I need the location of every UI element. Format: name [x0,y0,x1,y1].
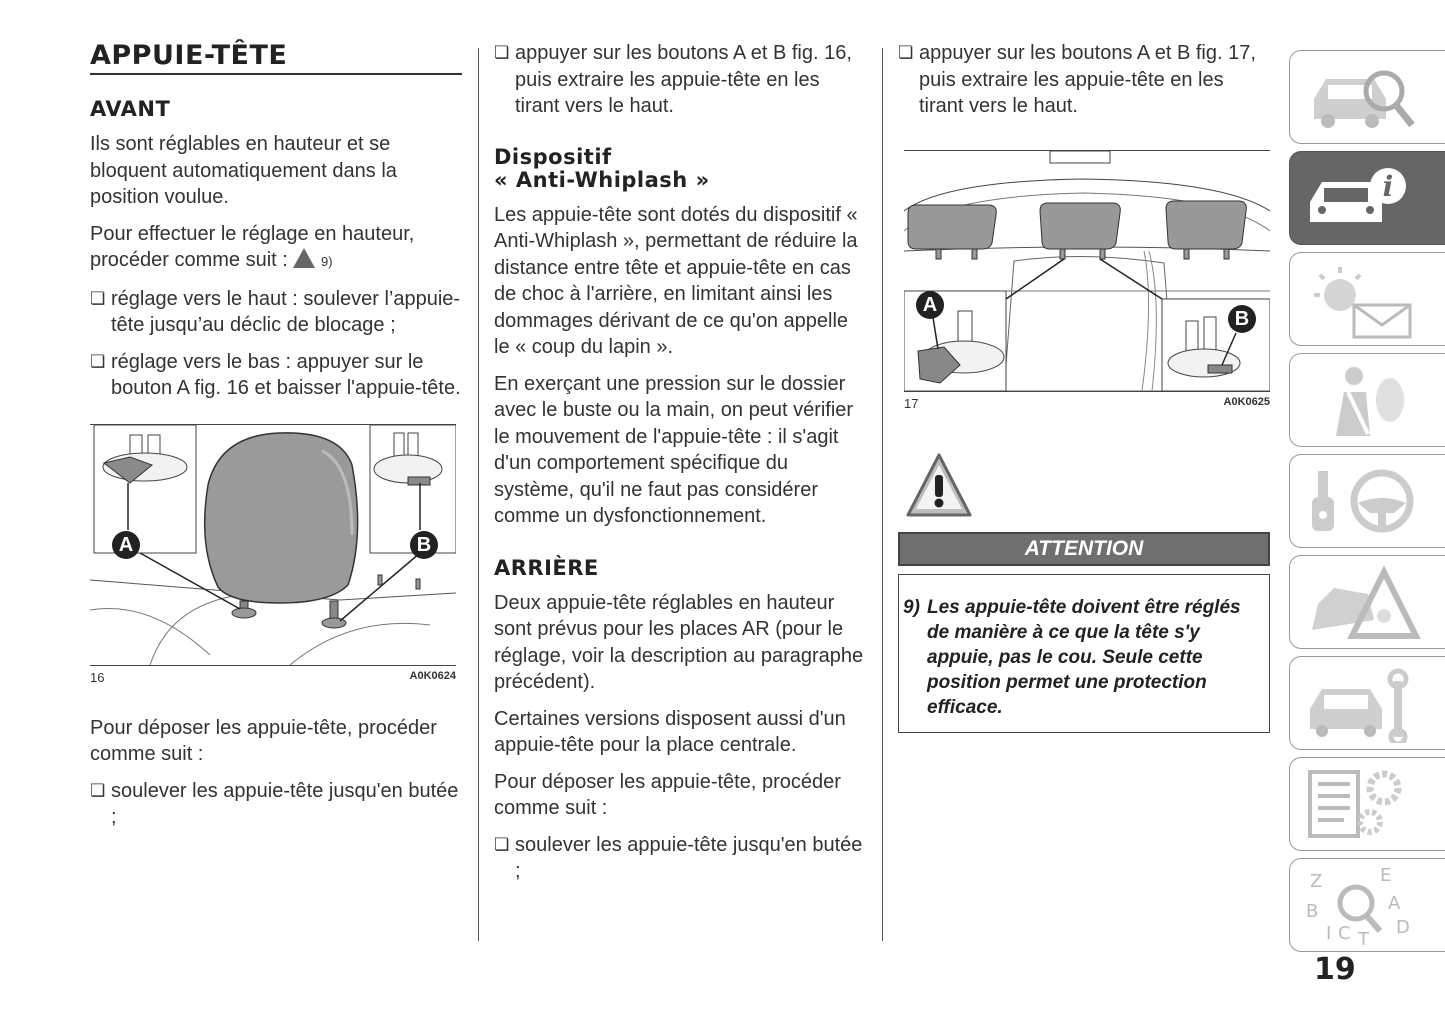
page-title: APPUIE-TÊTE [90,40,462,75]
figure-17 [904,150,1270,392]
section-heading-anti-whiplash: Dispositif « Anti-Whiplash » [494,144,710,192]
chapter-tabs [1289,50,1445,959]
technical-data-icon [1304,766,1424,844]
tab-car-info[interactable] [1289,151,1445,245]
attention-text: Les appuie-tête doivent être réglés de manière à ce que la tête s'y appuie, pas le cou. Seule cette position permet une protection efficace. [927,596,1241,718]
paragraph: Ils sont réglables en hauteur et se bloquent automatiquement dans la position voulue. [90,133,397,208]
alphabetical-index-icon [1304,867,1424,945]
car-info-icon [1304,160,1424,238]
warning-light-message-icon [1304,261,1424,339]
list-item: ❏ appuyer sur les boutons A et B fig. 16, puis extraire les appuie-tête en les tirant vers le haut. [494,40,866,120]
figure-code: A0K0625 [1223,395,1270,408]
front-headrest-illustration [90,425,456,665]
svg-text:C: C [1338,923,1351,944]
tab-starting-driving[interactable] [1289,454,1445,548]
svg-text:E: E [1380,867,1392,886]
svg-text:A: A [1388,893,1401,914]
svg-text:i: i [1382,170,1394,203]
rear-headrest-illustration [904,151,1270,391]
paragraph: Les appuie-tête sont dotés du dispositif « Anti-Whiplash », permettant de réduire la distance entre tête et appuie-tête en cas de choc à l'arrière, en limitant ainsi les dommages dérivant de ce qu'on appelle le « coup du lapin ». [494,203,858,358]
svg-text:Z: Z [1310,871,1323,892]
figure-caption [90,670,456,685]
tab-technical-data[interactable] [1289,757,1445,851]
svg-text:I: I [1326,923,1332,944]
figure-code: A0K0624 [409,669,456,682]
paragraph: En exerçant une pression sur le dossier avec le buste ou la main, on peut vérifier le mouvement de l'appuie-tête : il s'agit d'un comportement spécifique du système, qu'il ne faut pas considérer comme un dysfonctionnement. [494,372,854,527]
list-item: ❏ réglage vers le haut : soulever l’appuie-tête jusqu’au déclic de blocage ; [90,286,462,339]
warning-icon [904,451,1270,526]
car-maintenance-icon [1304,665,1424,743]
column-divider-1 [478,48,479,941]
tab-car-search[interactable] [1289,50,1445,144]
car-emergency-icon [1304,564,1424,642]
attention-box [898,574,1270,733]
svg-text:D: D [1396,917,1410,938]
key-steering-wheel-icon [1304,463,1424,541]
figure-16 [90,424,456,666]
figure-number: 17 [904,395,919,411]
page-number: 19 [1314,952,1356,987]
list-item: ❏ soulever les appuie-tête jusqu'en butée ; [494,832,866,885]
paragraph: Pour effectuer le réglage en hauteur, procéder comme suit : 9) [90,222,415,271]
warning-icon [293,248,315,268]
attention-banner: ATTENTION [898,532,1270,566]
tab-safety[interactable] [1289,353,1445,447]
note-number: 9) [903,596,920,618]
figure-caption [904,396,1270,411]
paragraph: Pour déposer les appuie-tête, procéder comme suit : [494,770,841,819]
paragraph: Deux appuie-tête réglables en hauteur sont prévus pour les places AR (pour le réglage, voir la description au paragraphe précédent). [494,591,864,693]
note-reference: 9) [320,254,333,269]
tab-index[interactable] [1289,858,1445,952]
section-heading-arriere: ARRIÈRE [494,555,599,580]
callout-a: A [916,291,944,319]
callout-b: B [410,531,438,559]
column-divider-2 [882,48,883,941]
figure-number: 16 [90,669,105,685]
list-item: ❏ réglage vers le bas : appuyer sur le bouton A fig. 16 et baisser l'appuie-tête. [90,349,462,402]
column-3 [898,40,1270,733]
section-heading-avant: AVANT [90,97,171,121]
list-item: ❏ appuyer sur les boutons A et B fig. 17, puis extraire les appuie-tête en les tirant vers le haut. [898,40,1270,120]
svg-text:B: B [1306,901,1319,922]
list-item: ❏ soulever les appuie-tête jusqu'en butée ; [90,778,462,831]
paragraph: Pour déposer les appuie-tête, procéder comme suit : [90,716,437,765]
tab-warning-lights[interactable] [1289,252,1445,346]
column-2 [494,40,866,895]
tab-emergency[interactable] [1289,555,1445,649]
svg-text:T: T [1358,929,1369,945]
car-search-icon [1304,59,1424,137]
callout-b: B [1228,305,1256,333]
tab-maintenance[interactable] [1289,656,1445,750]
airbag-seatbelt-icon [1304,362,1424,440]
column-1 [90,40,462,841]
callout-a: A [112,531,140,559]
paragraph: Certaines versions disposent aussi d'un appuie-tête pour la place centrale. [494,707,846,756]
